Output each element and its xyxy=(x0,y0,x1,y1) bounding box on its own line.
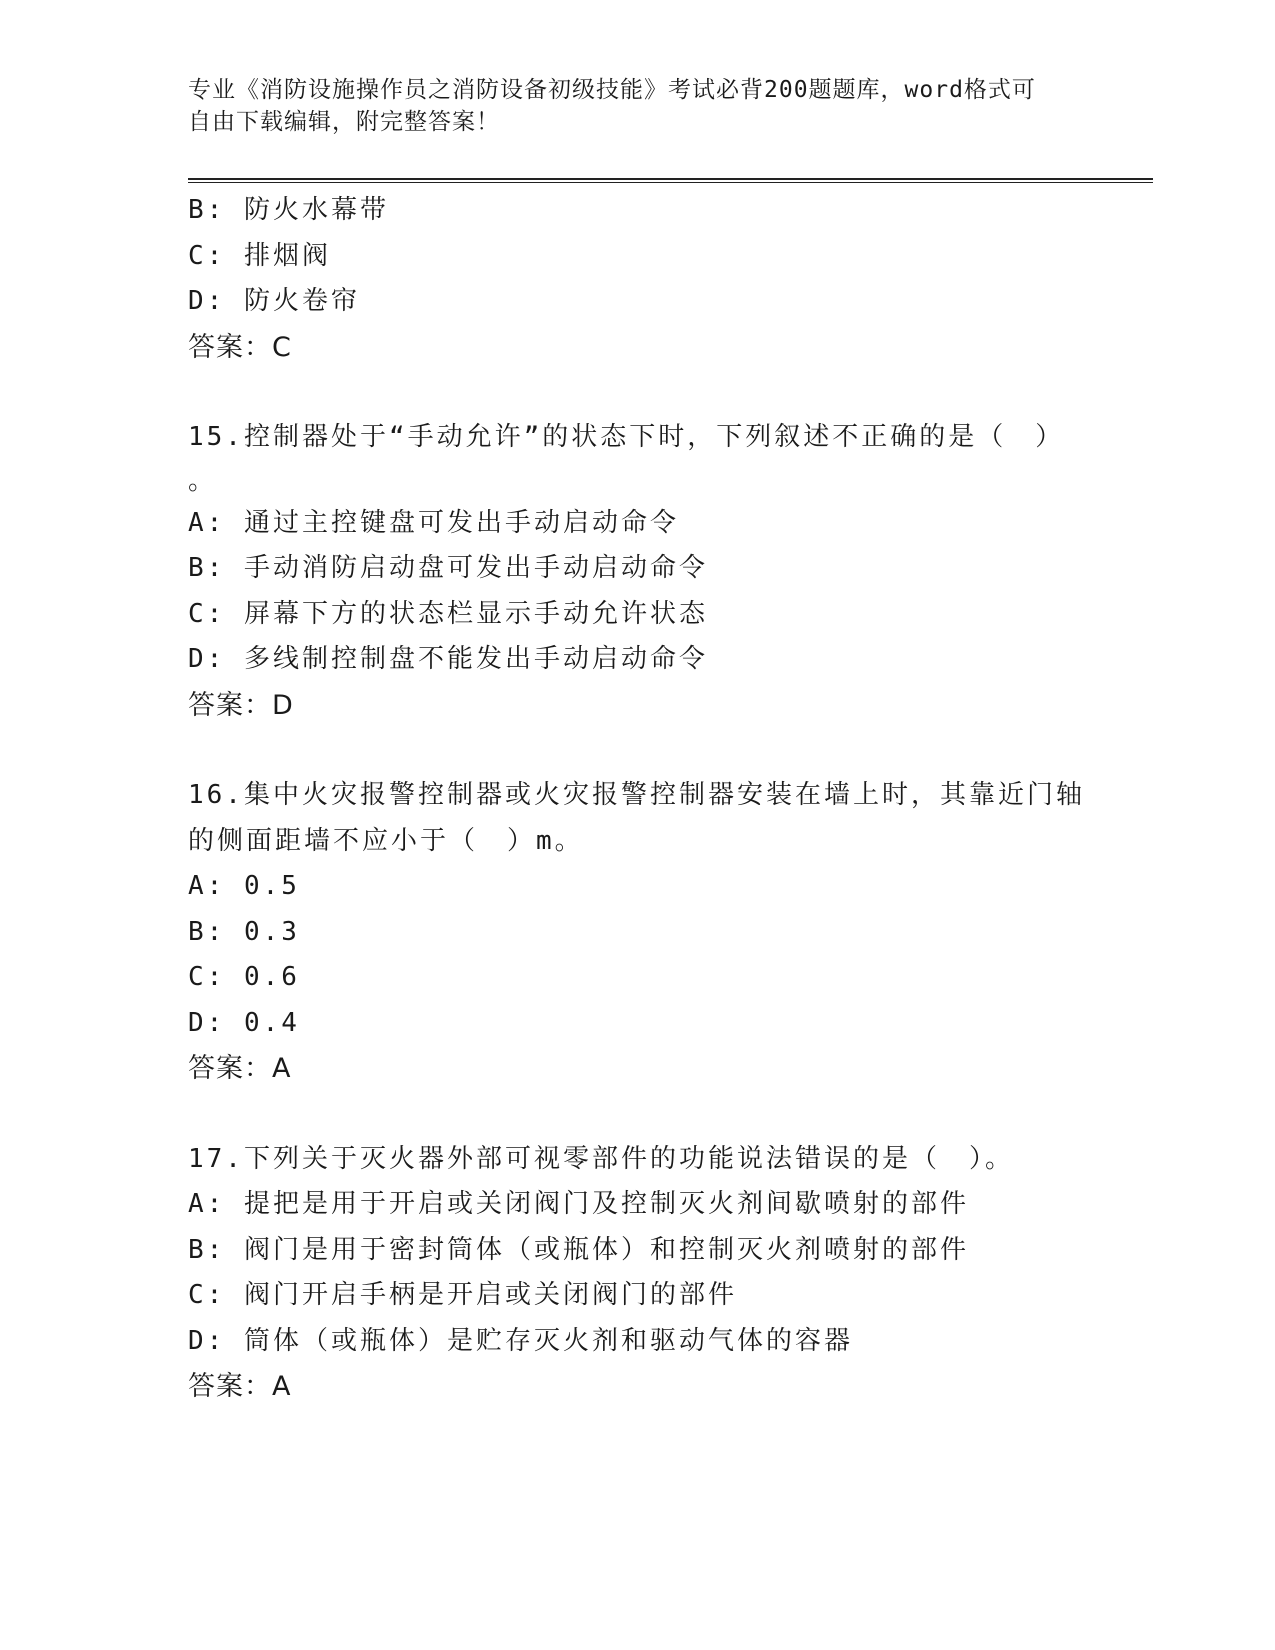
option-a: A: 通过主控键盘可发出手动启动命令 xyxy=(188,507,679,538)
question-content xyxy=(188,188,1088,1410)
header-line-1: 专业《消防设施操作员之消防设备初级技能》考试必背200题题库，word格式可 xyxy=(188,77,1036,103)
question-stem: 16.集中火灾报警控制器或火灾报警控制器安装在墙上时，其靠近门轴 xyxy=(188,780,1085,810)
answer-label: 答案：A xyxy=(188,1371,292,1402)
option-d: D: 防火卷帘 xyxy=(188,286,360,316)
question-stem: 17.下列关于灭火器外部可视零部件的功能说法错误的是（ ）。 xyxy=(188,1143,1014,1174)
option-c: C: 排烟阀 xyxy=(188,240,331,271)
option-b: B: 手动消防启动盘可发出手动启动命令 xyxy=(188,553,708,583)
question-stem-continued: 的侧面距墙不应小于（ ）m。 xyxy=(188,825,584,856)
answer-label: 答案：C xyxy=(188,331,292,363)
question-17 xyxy=(188,1137,1088,1410)
answer-label: 答案：D xyxy=(188,689,294,721)
option-a: A: 提把是用于开启或关闭阀门及控制灭火剂间歇喷射的部件 xyxy=(188,1189,969,1219)
option-b: B: 防火水幕带 xyxy=(188,195,389,225)
header-divider xyxy=(188,178,1153,183)
question-stem-continued: 。 xyxy=(188,465,218,496)
spacer xyxy=(188,728,1088,773)
answer-label: 答案：A xyxy=(188,1053,292,1084)
option-d: D: 多线制控制盘不能发出手动启动命令 xyxy=(188,644,708,674)
option-d: D: 0.4 xyxy=(188,1007,300,1038)
option-b: B: 0.3 xyxy=(188,916,300,947)
option-c: C: 阀门开启手柄是开启或关闭阀门的部件 xyxy=(188,1280,737,1310)
question-stem: 15.控制器处于“手动允许”的状态下时，下列叙述不正确的是（ ） xyxy=(188,422,1065,452)
question-15 xyxy=(188,415,1088,728)
option-d: D: 筒体（或瓶体）是贮存灭火剂和驱动气体的容器 xyxy=(188,1325,853,1356)
spacer xyxy=(188,370,1088,415)
spacer xyxy=(188,1092,1088,1137)
option-a: A: 0.5 xyxy=(188,871,300,901)
option-c: C: 屏幕下方的状态栏显示手动允许状态 xyxy=(188,598,708,629)
header-line-2: 自由下载编辑，附完整答案！ xyxy=(188,109,500,135)
option-b: B: 阀门是用于密封筒体（或瓶体）和控制灭火剂喷射的部件 xyxy=(188,1234,969,1265)
question-16 xyxy=(188,773,1088,1092)
option-c: C: 0.6 xyxy=(188,962,300,992)
question-14-tail xyxy=(188,188,1088,370)
page-header xyxy=(188,74,1088,138)
